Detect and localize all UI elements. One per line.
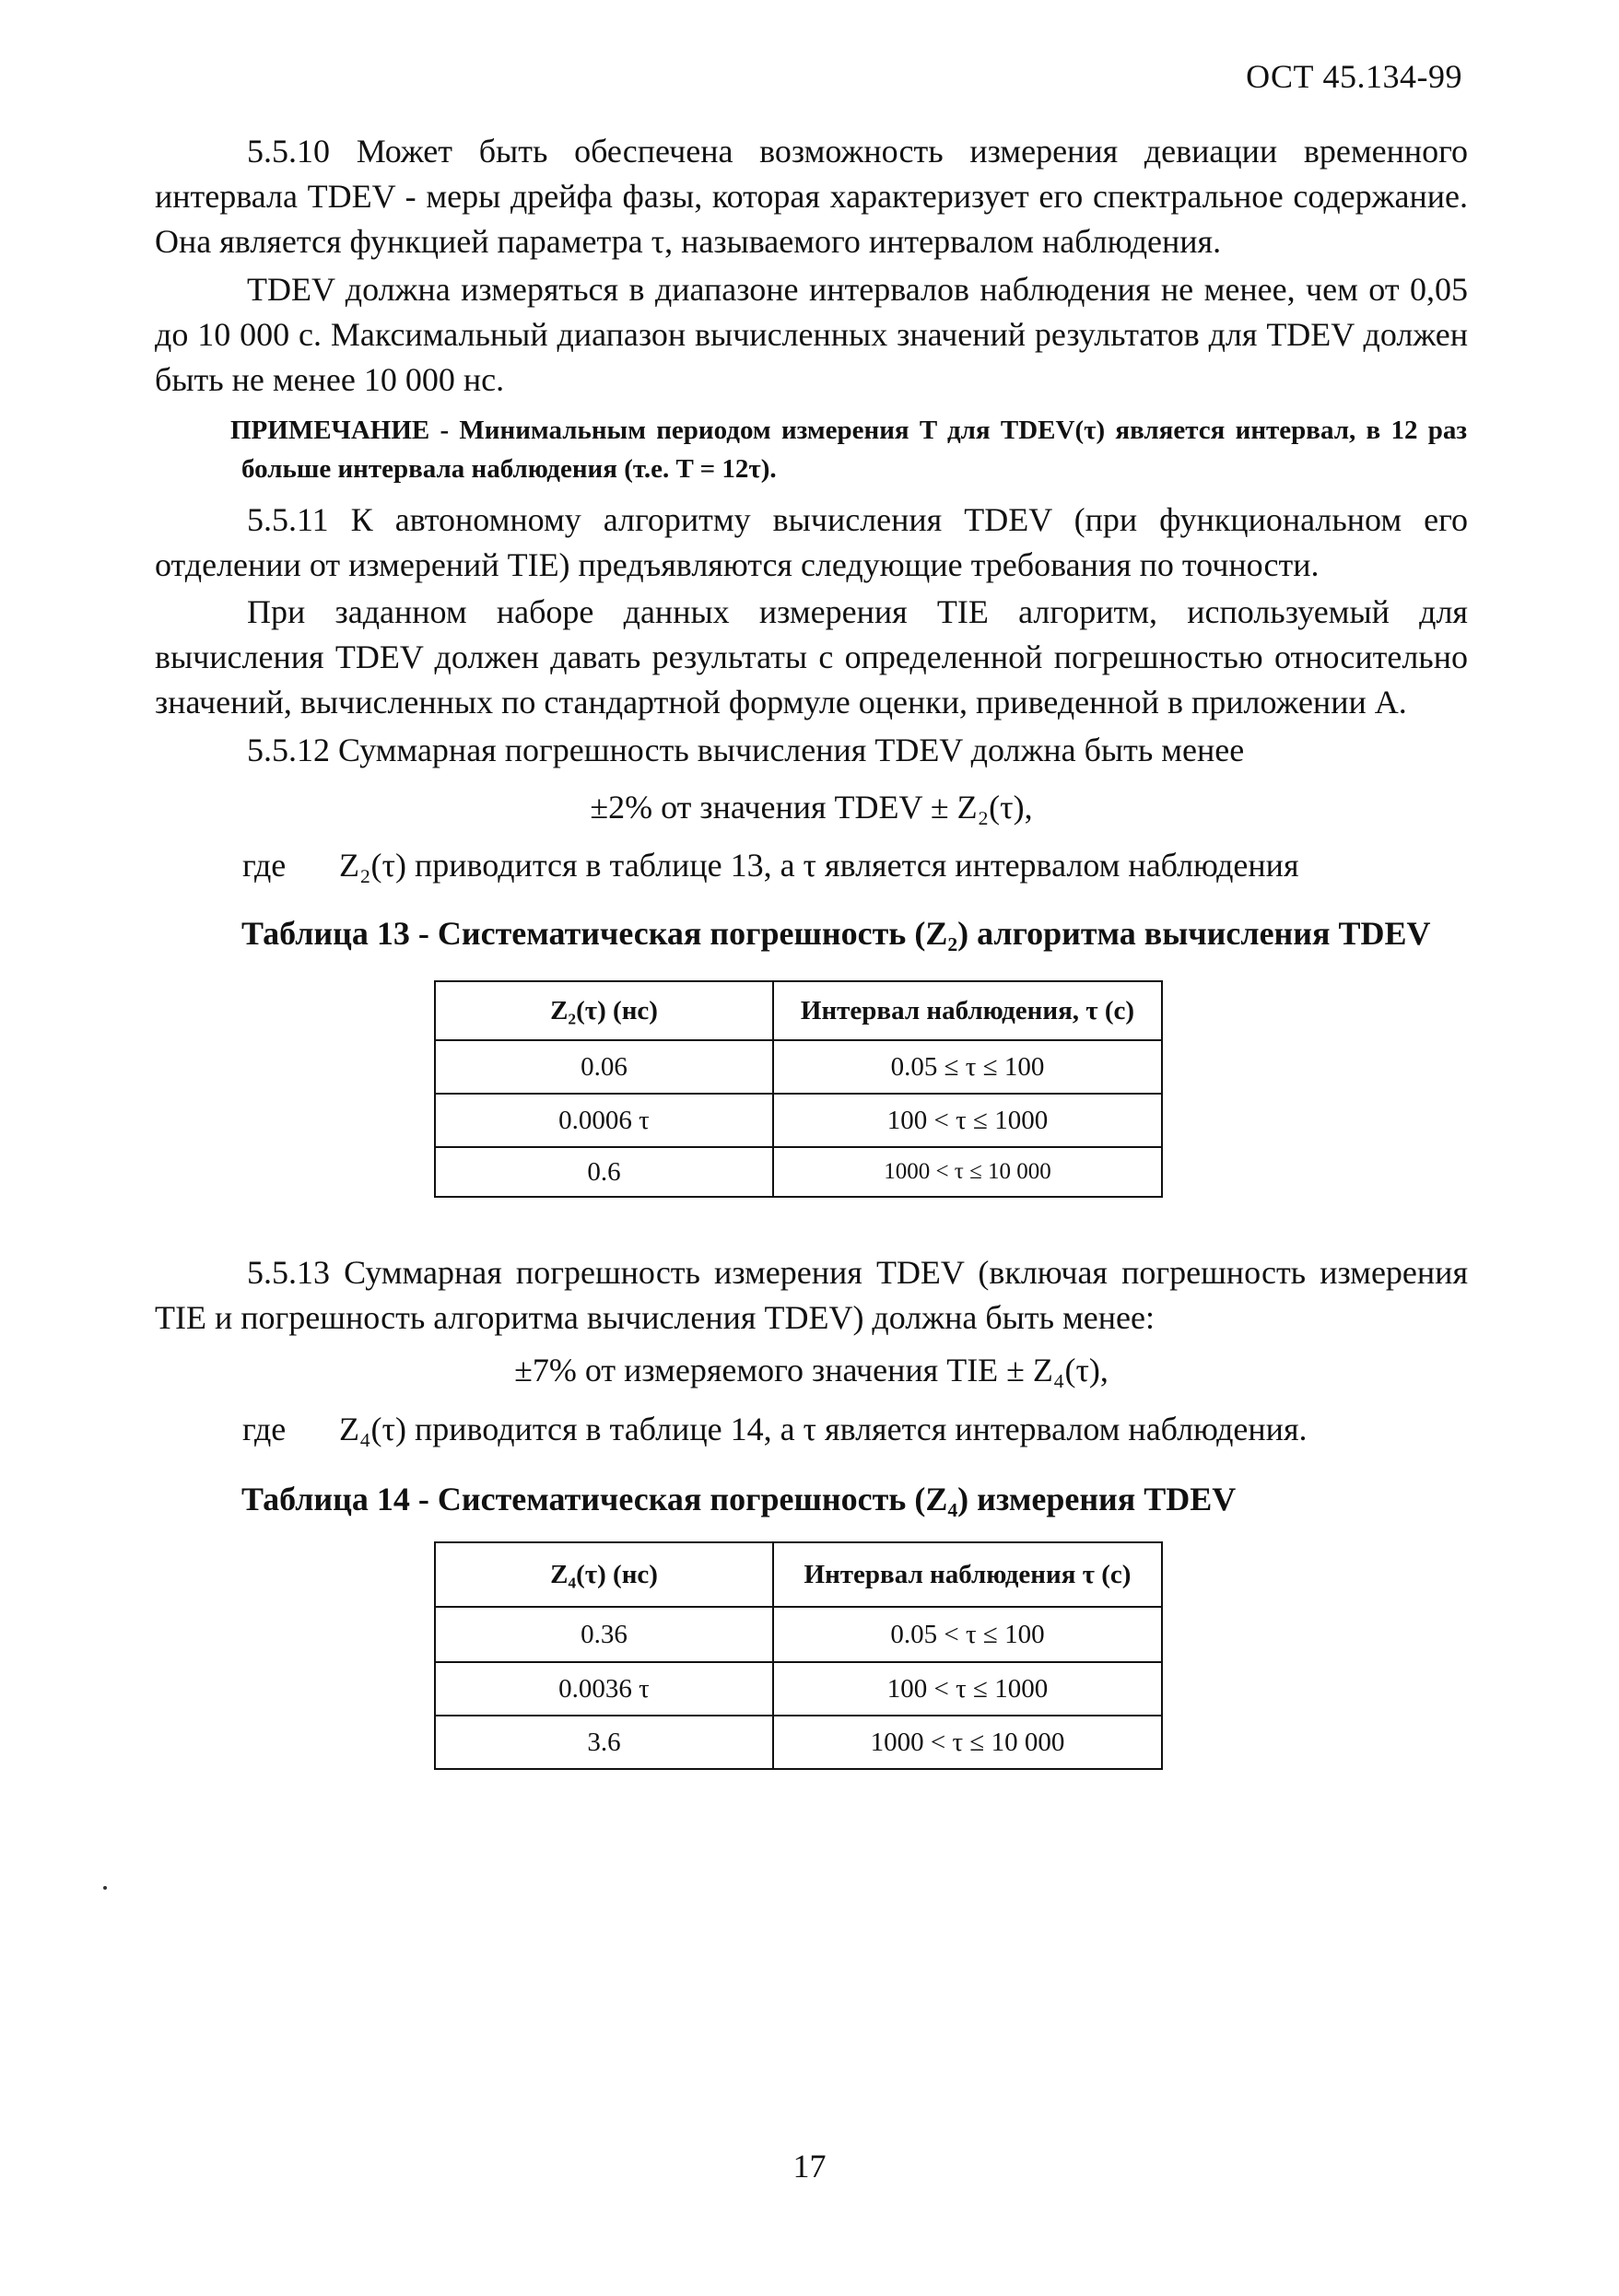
table-cell: 100 < τ ≤ 1000 [773, 1662, 1162, 1716]
table-cell: 0.05 < τ ≤ 100 [773, 1607, 1162, 1662]
paragraph-5-5-11: 5.5.11 К автономному алгоритму вычисления TDEV (при функциональном его отделении от измерений TIE) предъявляются следующие требования по точности. [155, 501, 1468, 583]
note-text: ПРИМЕЧАНИЕ - Минимальным периодом измерения T для TDEV(τ) является интервал, в 12 раз больше интервала наблюдения (т.е. T = 12τ). [230, 416, 1467, 484]
table-13 [434, 980, 1163, 1198]
formula-tdev-error: ±2% от значения TDEV ± Z₂(τ), [590, 789, 1033, 826]
table-cell: 100 < τ ≤ 1000 [773, 1094, 1162, 1147]
table-cell: 0.0006 τ [435, 1094, 773, 1147]
where-text: Z₂(τ) приводится в таблице 13, а τ является интервалом наблюдения [339, 847, 1299, 884]
table-header-cell: Интервал наблюдения, τ (с) [773, 981, 1162, 1040]
table-row [435, 1716, 1162, 1769]
table-row [435, 1662, 1162, 1716]
table-row [435, 1040, 1162, 1094]
table-cell: 0.36 [435, 1607, 773, 1662]
paragraph-algorithm: При заданном наборе данных измерения TIE алгоритм, используемый для вычисления TDEV должен давать результаты с определенной погрешностью относительно значений, вычисленных по стандартной формуле оценки, приведенной в приложении А. [155, 593, 1468, 720]
where-label: где [242, 1411, 287, 1447]
table-row [435, 1147, 1162, 1197]
table-cell: 0.05 ≤ τ ≤ 100 [773, 1040, 1162, 1094]
table-row [435, 1607, 1162, 1662]
table-cell: 0.06 [435, 1040, 773, 1094]
table-cell: 3.6 [435, 1716, 773, 1769]
formula-tdev-measure-error: ±7% от измеряемого значения TIE ± Z₄(τ), [514, 1352, 1109, 1388]
where-clause-2 [242, 1410, 1308, 1448]
table-cell: 0.6 [435, 1147, 773, 1197]
paragraph-5-5-13: 5.5.13 Суммарная погрешность измерения TDEV (включая погрешность измерения TIE и погрешность алгоритма вычисления TDEV) должна быть менее: [155, 1254, 1468, 1336]
table-header-cell: Z₂(τ) (нс) [435, 981, 773, 1040]
table-header-row [435, 1542, 1162, 1607]
table-14-caption: Таблица 14 - Систематическая погрешность (Z₄) измерения TDEV [241, 1481, 1237, 1517]
table-row [435, 1094, 1162, 1147]
page-number: 17 [792, 2148, 827, 2185]
note [230, 411, 1467, 488]
paragraph-5-5-12: 5.5.12 Суммарная погрешность вычисления TDEV должна быть менее [247, 732, 1245, 768]
where-clause-1 [242, 846, 1299, 884]
table-13-caption: Таблица 13 - Систематическая погрешность (Z₂) алгоритма вычисления TDEV [241, 915, 1431, 952]
document-code: ОСТ 45.134-99 [1246, 58, 1462, 95]
table-cell: 1000 < τ ≤ 10 000 [773, 1716, 1162, 1769]
where-label: где [242, 847, 287, 884]
table-header-row [435, 981, 1162, 1040]
table-header-cell: Интервал наблюдения τ (с) [773, 1542, 1162, 1607]
table-cell: 1000 < τ ≤ 10 000 [773, 1147, 1162, 1197]
scan-speck [103, 1886, 107, 1890]
table-header-cell: Z₄(τ) (нс) [435, 1542, 773, 1607]
paragraph-tdev-range: TDEV должна измеряться в диапазоне интервалов наблюдения не менее, чем от 0,05 до 10 000 с. Максимальный диапазон вычисленных значений результатов для TDEV должен быть не менее 10 000 нс. [155, 271, 1468, 398]
table-14 [434, 1541, 1163, 1770]
table-cell: 0.0036 τ [435, 1662, 773, 1716]
where-text: Z₄(τ) приводится в таблице 14, а τ является интервалом наблюдения. [339, 1411, 1308, 1447]
paragraph-5-5-10: 5.5.10 Может быть обеспечена возможность измерения девиации временного интервала TDEV - меры дрейфа фазы, которая характеризует его спектральное содержание. Она является функцией параметра τ, называемого интервалом наблюдения. [155, 133, 1468, 260]
